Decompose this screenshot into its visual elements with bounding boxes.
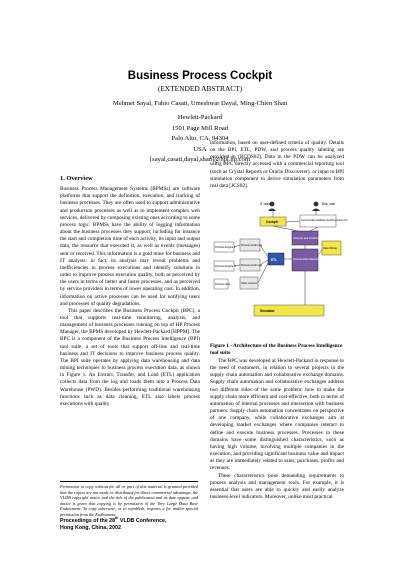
right-column-top-text: information, based on user-defined criteria of quality. Details on the BPI, ETL, PDW, and process quality labeling are provided in [BCDS02]. Data in the PDW can be analyzed using BPC directly accessed with a commercial reporting tool (such as Crystal Reports or Oracle Discoverer), or input to BPI simulation component to derive simulation parameters from real data [JCS02].: [210, 140, 344, 189]
architecture-figure: [210, 195, 348, 335]
process-engine-label: Process Engine N: [215, 265, 236, 268]
it-user-label: IT user: [260, 202, 270, 206]
paragraph: These characteristics pose demanding requirements to process analysis and management tools. For example, it is essential that users are able to quickly and easily analyze business-level indicators. Moreover, unlike most practical: [210, 472, 344, 500]
proceedings-text: VLDB Conference,: [118, 517, 167, 524]
audit-log-label: Process Audit Log: [241, 264, 262, 267]
cockpit-label: Cockpit: [266, 220, 278, 224]
paper-title: Business Process Cockpit: [127, 70, 273, 82]
simulator-label: Simulator: [260, 309, 275, 313]
permission-notice: Permission to copy without fee all or part of this material is granted provided that the copies are not made or distributed for direct commercial advantage, the VLDB copyright notice and the title of the publication and its date appear, and notice is given that copying is by permission of the Very Large Data Base Endowment. To copy otherwise, or to republish, requires a fee and/or special permission from the Endowment: [60, 481, 198, 518]
paragraph: Business Process Management Systems (BPMSs) are software platforms that support the definition, execution, and tracking of business processes. They are often used to support administrative and production processes as well as to implement complex web services, delivered by composing existing ones according to some process logic. BPMSs have the ability of logging information about the business processes they support, including for instance the start and completion time of each activity, its input and output data, the resource that executed it, as well as events (messages) sent or received. This information is a gold mine for business and IT analysts: in fact, its analysis may reveal problems and inefficiencies in process executions and identify solutions in order to improve process execution quality, both as perceived by the users in terms of better and faster processes, and as perceived by service providers in terms of lower operating cost. In addition, information on active processes can be used for notifying users and processes of quality degradations.: [60, 186, 200, 307]
analyzer-label: Analyzer and Predictor: [293, 237, 320, 240]
etl-label: ETL: [271, 258, 278, 262]
proceedings-text: Proceedings of the 28: [60, 517, 116, 524]
process-engine-label: Process Engine 1: [215, 246, 236, 249]
affiliation-line: 1501 Page Mill Road: [171, 124, 229, 132]
affiliation-line: Hewlett-Packard: [177, 114, 223, 121]
audit-log-label: Process Audit Log: [241, 244, 262, 247]
proceedings: [60, 515, 200, 532]
data-mining-label: Data Mining: [323, 247, 337, 250]
paragraph: This paper describes the Business Process Cockpit (BPC), a tool that supports real-time monitoring, analysis, and management of business processes running on top of HP Process Manager, the BPMS developed by Hewlett-Packard [HPPM]. The BPC is a component of the Business Process Intelligence (BPI) tool suite, a set of tools that support off-line and real-time business and IT decisions to improve business process quality. The BPI suite operates by applying data warehousing and data mining techniques to business process execution data, as shown in Figure 1. An Extract, Transfer, and Load (ETL) application collects data from the log and loads them into a Process Data Warehouse (PWD). Besides performing traditional warehousing functions such as data cleaning, ETL also labels process executions with quality: [60, 307, 200, 407]
section-heading: 1. Overview: [60, 175, 93, 182]
paper-subtitle: (EXTENDED ABSTRACT): [157, 84, 243, 93]
paragraph: The BPC was developed at Hewlett-Packard in response to the need of customers, in relation to several projects in the supply chain automation and collaborative exchange domains. Supply chain automation and collaborative exchanges address two different sides of the same problem: how to make the supply chain more efficient and cost-effective, both in terms of automation of internal processes and interaction with business partners. Supply chain automation concentrates on perspective of one company, while collaborative exchanges aim at developing market exchanges where companies interact to define and execute business processes. Processes in these domains have some distinguished characteristics, such as having high volume, involving multiple companies in the execution, and providing significant business value and impact as they are immediately related to sales, purchases, profits and revenues.: [210, 358, 344, 472]
business-user-label: Bus. user: [322, 202, 336, 206]
reporting-tool-label: Commercially available OLAP/reporting tool: [301, 219, 348, 222]
right-column-body: [210, 358, 344, 501]
left-column: [60, 175, 200, 408]
proceedings-sup: th: [115, 516, 119, 520]
affiliation-line: Palo Alto, CA, 94304: [171, 135, 229, 142]
business-user-icon: [312, 202, 320, 211]
figure-caption: Figure 1 - Architecture of the Business Process Intelligence tool suite: [210, 343, 343, 356]
affiliation-line: USA: [193, 145, 207, 153]
other-sources-label: Other sources: [241, 282, 258, 285]
affiliation-email: [sayal,casati,dayal,shan]@hpl.hp.com: [149, 156, 250, 163]
paper-authors: Mehmet Sayal, Fabio Casati, Umeshwar Dayal, Ming-Chien Shan: [112, 100, 288, 107]
process-defs-label: Process defs: [215, 283, 230, 286]
proceedings-location: Hong Kong, China, 2002: [60, 524, 121, 531]
pdw-label: Process Data Warehouse: [293, 258, 323, 261]
